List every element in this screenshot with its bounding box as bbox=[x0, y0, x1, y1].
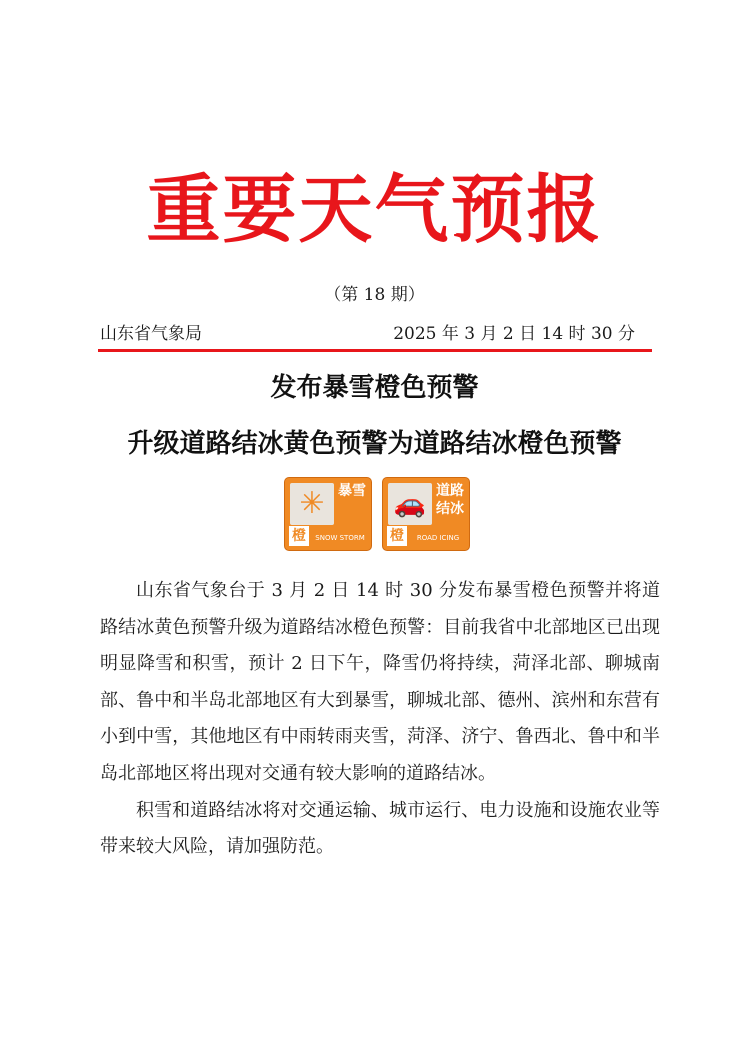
body-text bbox=[100, 573, 660, 866]
paragraph-1: 山东省气象台于 3 月 2 日 14 时 30 分发布暴雪橙色预警并将道路结冰黄色预警升级为道路结冰橙色预警：目前我省中北部地区已出现明显降雪和积雪，预计 2 日下午，降雪仍将持续，菏泽北部、聊城南部、鲁中和半岛北部地区有大到暴雪，聊城北部、德州、滨州和东营有小到中雪，其他地区有中雨转雨夹雪，菏泽、济宁、鲁西北、鲁中和半岛北部地区将出现对交通有较大影响的道路结冰。 bbox=[100, 580, 660, 784]
badge-en-label: ROAD ICING bbox=[416, 534, 460, 542]
meta-line bbox=[100, 320, 635, 348]
snowflake-icon: ✳ bbox=[290, 483, 334, 525]
paragraph-2: 积雪和道路结冰将对交通运输、城市运行、电力设施和设施农业等带来较大风险，请加强防范。 bbox=[100, 799, 660, 858]
title-line-2: 升级道路结冰黄色预警为道路结冰橙色预警 bbox=[127, 429, 622, 459]
warning-badges bbox=[285, 478, 485, 550]
badge-name: 暴雪 bbox=[338, 483, 366, 499]
issue-number: （第 18 期） bbox=[324, 285, 425, 305]
red-divider bbox=[98, 349, 652, 352]
agency-name: 山东省气象局 bbox=[100, 324, 202, 344]
headline: 重要天气预报 bbox=[146, 167, 603, 253]
snowstorm-orange-badge bbox=[285, 478, 371, 550]
road-icing-orange-badge bbox=[383, 478, 469, 550]
badge-level: 橙 bbox=[387, 526, 407, 546]
badge-level: 橙 bbox=[289, 526, 309, 546]
badge-en-label: SNOW STORM bbox=[315, 534, 365, 542]
issue-datetime: 2025 年 3 月 2 日 14 时 30 分 bbox=[393, 324, 635, 344]
badge-name: 道路结冰 bbox=[436, 483, 464, 517]
title-line-1: 发布暴雪橙色预警 bbox=[270, 373, 479, 403]
skidding-car-icon: 🚗 bbox=[388, 483, 432, 525]
